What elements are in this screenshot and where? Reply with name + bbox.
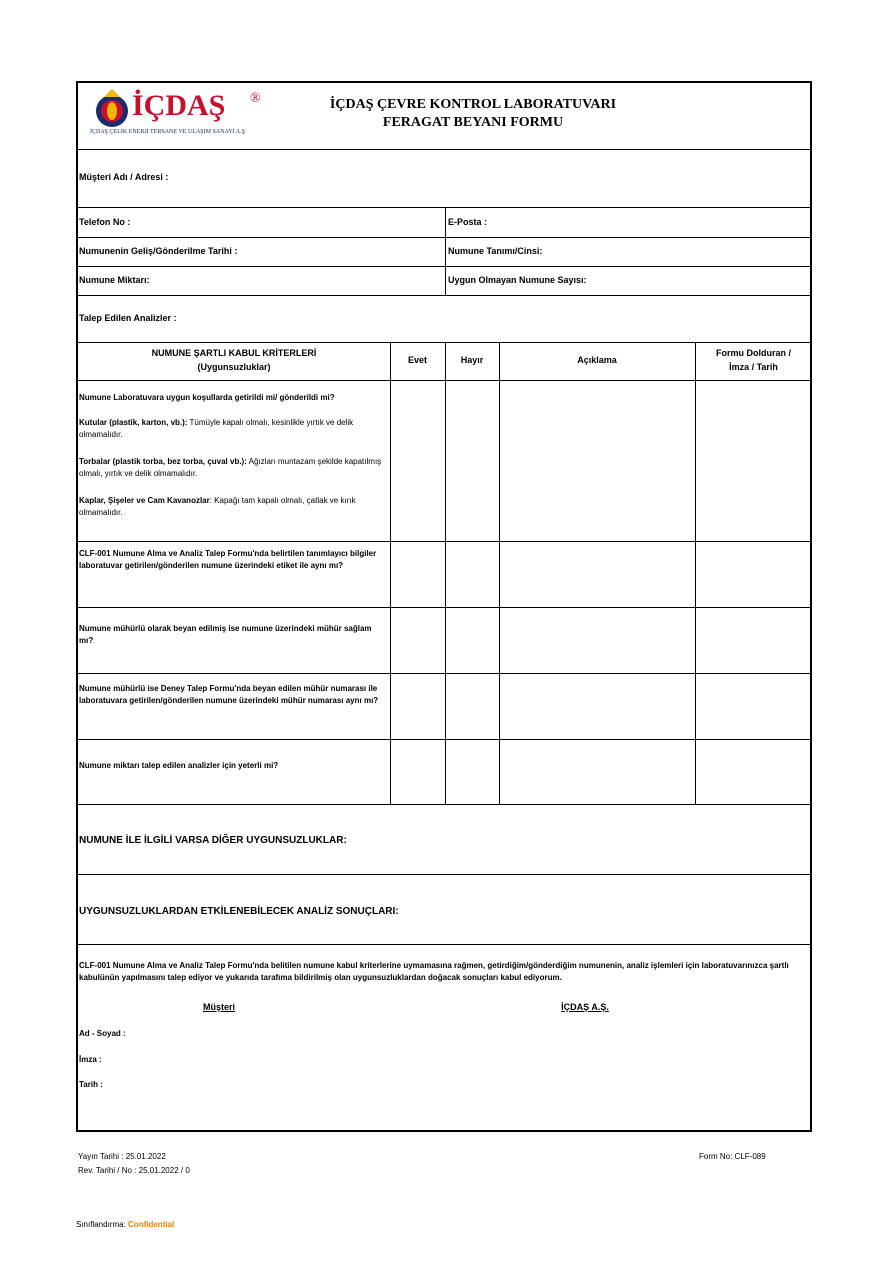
sample-quantity-label: Numune Miktarı: (79, 275, 150, 285)
phone-label: Telefon No : (79, 217, 131, 227)
criteria-row-1-question: Numune Laboratuvara uygun koşullarda getirildi mi/ gönderildi mi? (79, 393, 335, 402)
classification: Sınıflandırma: Confidential (76, 1220, 175, 1229)
arrival-date-label: Numunenin Geliş/Gönderilme Tarihi : (79, 246, 238, 256)
signer-header-line1: Formu Dolduran / (716, 348, 791, 358)
description-column-header: Açıklama (577, 355, 617, 365)
criteria-row-5-question: Numune miktarı talep edilen analizler için yeterli mi? (79, 761, 279, 770)
signature-label: İmza : (79, 1055, 102, 1064)
criteria-row-2-question: CLF-001 Numune Alma ve Analiz Talep Formu'nda belirtilen tanımlayıcı bilgiler laboratuvar getirilen/gönderilen numune üzerindeki etiket ile aynı mı? (79, 549, 377, 570)
customer-signature-heading: Müşteri (202, 1002, 235, 1012)
classification-value: Confidential (128, 1220, 175, 1229)
yes-column-header: Evet (407, 355, 427, 365)
email-label: E-Posta : (448, 217, 488, 227)
affected-results-label: UYGUNSUZLUKLARDAN ETKİLENEBİLECEK ANALİZ SONUÇLARI: (79, 906, 399, 917)
criteria-row-1-boxes: Kutular (plastik, karton, vb.): Tümüyle kapalı olmalı, kesinlikle yırtık ve delik olmamalıdır. (79, 418, 354, 439)
criteria-row-4-question: Numune mühürlü ise Deney Talep Formu'nda beyan edilen mühür numarası ile laboratuvara getirilen/gönderilen numune üzerindeki mühür numarası aynı mı? (79, 684, 379, 705)
logo-registered-mark: ® (250, 91, 261, 106)
sample-description-label: Numune Tanımı/Cinsi: (448, 246, 543, 256)
requested-analyses-label: Talep Edilen Analizler : (79, 313, 177, 323)
criteria-row-1-bags: Torbalar (plastik torba, bez torba, çuval vb.): Ağızları muntazam şekilde kapatılmış olmalı, yırtık ve delik olmamalıdır. (79, 457, 382, 478)
form-title-line1: İÇDAŞ ÇEVRE KONTROL LABORATUVARI (329, 97, 617, 112)
date-label: Tarih : (79, 1080, 103, 1089)
criteria-row-3-question: Numune mühürlü olarak beyan edilmiş ise numune üzerindeki mühür sağlam mı? (79, 624, 372, 645)
logo-subtitle: İÇDAŞ ÇELİK ENERJİ TERSANE VE ULAŞIM SANAYİ A.Ş (90, 129, 245, 135)
logo-wordmark: İÇDAŞ (132, 89, 226, 122)
publish-date: Yayın Tarihi : 25.01.2022 (78, 1152, 166, 1161)
company-signature-heading: İÇDAŞ A.Ş. (561, 1002, 609, 1012)
criteria-header-line2: (Uygunsuzluklar) (197, 362, 271, 372)
other-nonconformities-label: NUMUNE İLE İLGİLİ VARSA DİĞER UYGUNSUZLUKLAR: (79, 835, 347, 846)
form-title-line2: FERAGAT BEYANI FORMU (382, 115, 564, 130)
company-logo (90, 89, 290, 139)
no-column-header: Hayır (460, 355, 484, 365)
customer-label: Müşteri Adı / Adresi : (79, 172, 169, 182)
revision-info: Rev. Tarihi / No : 25.01.2022 / 0 (78, 1166, 190, 1175)
form-number: Form No: CLF-089 (699, 1152, 766, 1161)
criteria-header-line1: NUMUNE ŞARTLI KABUL KRİTERLERİ (151, 348, 317, 358)
name-surname-label: Ad - Soyad : (79, 1029, 126, 1038)
signer-header-line2: İmza / Tarih (729, 362, 778, 372)
form-frame (76, 81, 812, 1132)
nonconforming-count-label: Uygun Olmayan Numune Sayısı: (448, 275, 587, 285)
declaration-text: CLF-001 Numune Alma ve Analiz Talep Formu'nda belitilen numune kabul kriterlerine uymamasına rağmen, getirdiğim/gönderdiğim numunenin, analiz işlemleri için laboratuvarınızca şartlı kabulünün yapılmasını talep ediyor ve yukarıda tarafıma bildirilmiş olan uygunsuzluklardan doğacak sonuçları kabul ediyorum. (79, 961, 789, 982)
criteria-row-1-containers: Kaplar, Şişeler ve Cam Kavanozlar: Kapağı tam kapalı olmalı, çatlak ve kırık olmamalıdır. (79, 496, 356, 517)
